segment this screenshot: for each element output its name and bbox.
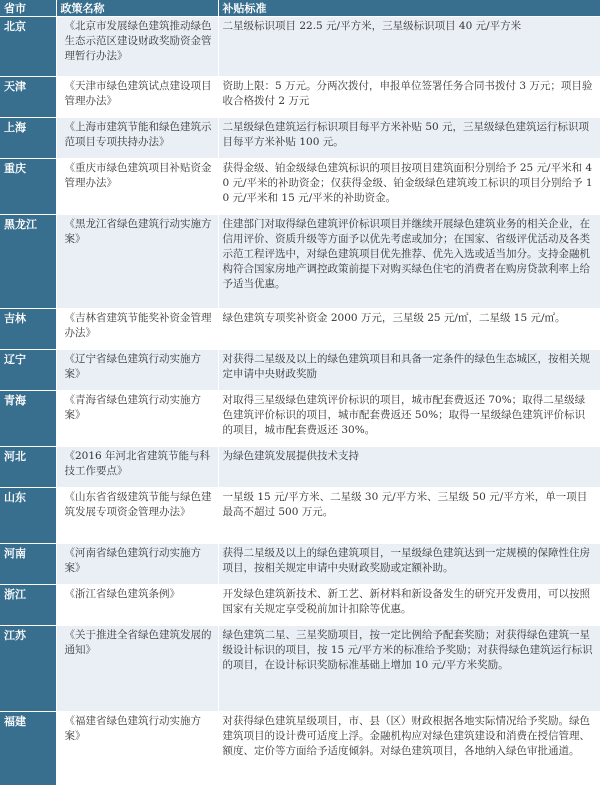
- subsidy-cell: 绿色建筑专项奖补资金 2000 万元，三星级 25 元/㎡，二星级 15 元/㎡。: [218, 309, 600, 350]
- policy-cell: 《上海市建筑节能和绿色建筑示范项目专项扶持办法》: [56, 118, 218, 159]
- table-row: [0, 350, 600, 391]
- table-row: [0, 488, 600, 544]
- province-cell: 福建: [0, 712, 56, 786]
- subsidy-cell: 开发绿色建筑新技术、新工艺、新材料和新设备发生的研究开发费用，可以按照国家有关规定享受税前加计扣除等优惠。: [218, 585, 600, 626]
- policy-cell: 《福建省绿色建筑行动实施方案》: [56, 712, 218, 786]
- table-row: [0, 77, 600, 118]
- subsidy-cell: 获得金级、铂金级绿色建筑标识的项目按项目建筑面积分别给予 25 元/平米和 40 元/平米的补助资金；仅获得金级、铂金级绿色建筑竣工标识的项目分别给予 10 元/平米和 15 元/平米的补助资金。: [218, 159, 600, 215]
- subsidy-cell: 对取得三星级绿色建筑评价标识的项目，城市配套费返还 70%；取得二星级绿色建筑评价标识的项目，城市配套费返还 50%；取得一星级绿色建筑评价标识的项目，城市配套费返还 30%。: [218, 391, 600, 447]
- province-cell: 上海: [0, 118, 56, 159]
- policy-cell: 《重庆市绿色建筑项目补贴资金管理办法》: [56, 159, 218, 215]
- subsidy-cell: 获得二星级及以上的绿色建筑项目，一星级绿色建筑达到一定规模的保障性住房项目，按相关规定申请中央财政奖励或定额补助。: [218, 544, 600, 585]
- province-cell: 重庆: [0, 159, 56, 215]
- table-row: [0, 626, 600, 712]
- table-row: [0, 17, 600, 77]
- subsidy-cell: 对获得二星级及以上的绿色建筑项目和具备一定条件的绿色生态城区，按相关规定申请中央财政奖励: [218, 350, 600, 391]
- province-cell: 浙江: [0, 585, 56, 626]
- province-cell: 辽宁: [0, 350, 56, 391]
- subsidy-cell: 住建部门对取得绿色建筑评价标识项目并继续开展绿色建筑业务的相关企业，在信用评价、资质升级等方面予以优先考虑或加分；在国家、省级评优活动及各类示范工程评选中，对绿色建筑项目优先推荐、优先入选或适当加分。支持金融机构符合国家房地产调控政策前提下对购买绿色住宅的消费者在购房贷款利率上给予适当优惠。: [218, 215, 600, 309]
- policy-cell: 《山东省省级建筑节能与绿色建筑发展专项资金管理办法》: [56, 488, 218, 544]
- subsidy-cell: 一星级 15 元/平方米、二星级 30 元/平方米、三星级 50 元/平方米，单一项目最高不超过 500 万元。: [218, 488, 600, 544]
- policy-cell: 《河南省绿色建筑行动实施方案》: [56, 544, 218, 585]
- subsidy-cell: 对获得绿色建筑星级项目，市、县（区）财政根据各地实际情况给予奖励。绿色建筑项目的设计费可适度上浮。金融机构应对绿色建筑建设和消费在授信管理、额度、定价等方面给予适度倾斜。对绿色建筑项目，各地纳入绿色审批通道。: [218, 712, 600, 786]
- policy-cell: 《青海省绿色建筑行动实施方案》: [56, 391, 218, 447]
- province-cell: 山东: [0, 488, 56, 544]
- table-row: [0, 159, 600, 215]
- table-row: [0, 585, 600, 626]
- policy-cell: 《浙江省绿色建筑条例》: [56, 585, 218, 626]
- header-policy: 政策名称: [56, 0, 218, 17]
- table-row: [0, 309, 600, 350]
- policy-cell: 《北京市发展绿色建筑推动绿色生态示范区建设财政奖励资金管理暂行办法》: [56, 17, 218, 77]
- subsidy-cell: 为绿色建筑发展提供技术支持: [218, 447, 600, 488]
- subsidy-cell: 二星级绿色建筑运行标识项目每平方米补贴 50 元，三星级绿色建筑运行标识项目每平方米补贴 100 元。: [218, 118, 600, 159]
- policy-cell: 《天津市绿色建筑试点建设项目管理办法》: [56, 77, 218, 118]
- province-cell: 天津: [0, 77, 56, 118]
- subsidy-cell: 二星级标识项目 22.5 元/平方米，三星级标识项目 40 元/平方米: [218, 17, 600, 77]
- table-row: [0, 712, 600, 786]
- province-cell: 吉林: [0, 309, 56, 350]
- province-cell: 青海: [0, 391, 56, 447]
- table-row: [0, 118, 600, 159]
- province-cell: 北京: [0, 17, 56, 77]
- table-row: [0, 215, 600, 309]
- subsidy-cell: 资助上限：5 万元。分两次拨付，申报单位签署任务合同书拨付 3 万元；项目验收合格拨付 2 万元: [218, 77, 600, 118]
- header-row: [0, 0, 600, 17]
- policy-cell: 《吉林省建筑节能奖补资金管理办法》: [56, 309, 218, 350]
- header-subsidy: 补贴标准: [218, 0, 600, 17]
- table-row: [0, 447, 600, 488]
- policy-cell: 《2016 年河北省建筑节能与科技工作要点》: [56, 447, 218, 488]
- table-row: [0, 391, 600, 447]
- policy-cell: 《关于推进全省绿色建筑发展的通知》: [56, 626, 218, 712]
- province-cell: 黑龙江: [0, 215, 56, 309]
- subsidy-cell: 绿色建筑二星、三星奖励项目，按一定比例给予配套奖励；对获得绿色建筑一星级设计标识的项目，按 15 元/平方米的标准给予奖励；对获得绿色建筑运行标识的项目，在设计标识奖励标准基础上增加 10 元/平方米奖励。: [218, 626, 600, 712]
- policy-cell: 《辽宁省绿色建筑行动实施方案》: [56, 350, 218, 391]
- province-cell: 河北: [0, 447, 56, 488]
- province-cell: 河南: [0, 544, 56, 585]
- policy-cell: 《黑龙江省绿色建筑行动实施方案》: [56, 215, 218, 309]
- province-cell: 江苏: [0, 626, 56, 712]
- table-row: [0, 544, 600, 585]
- header-province: 省市: [0, 0, 56, 17]
